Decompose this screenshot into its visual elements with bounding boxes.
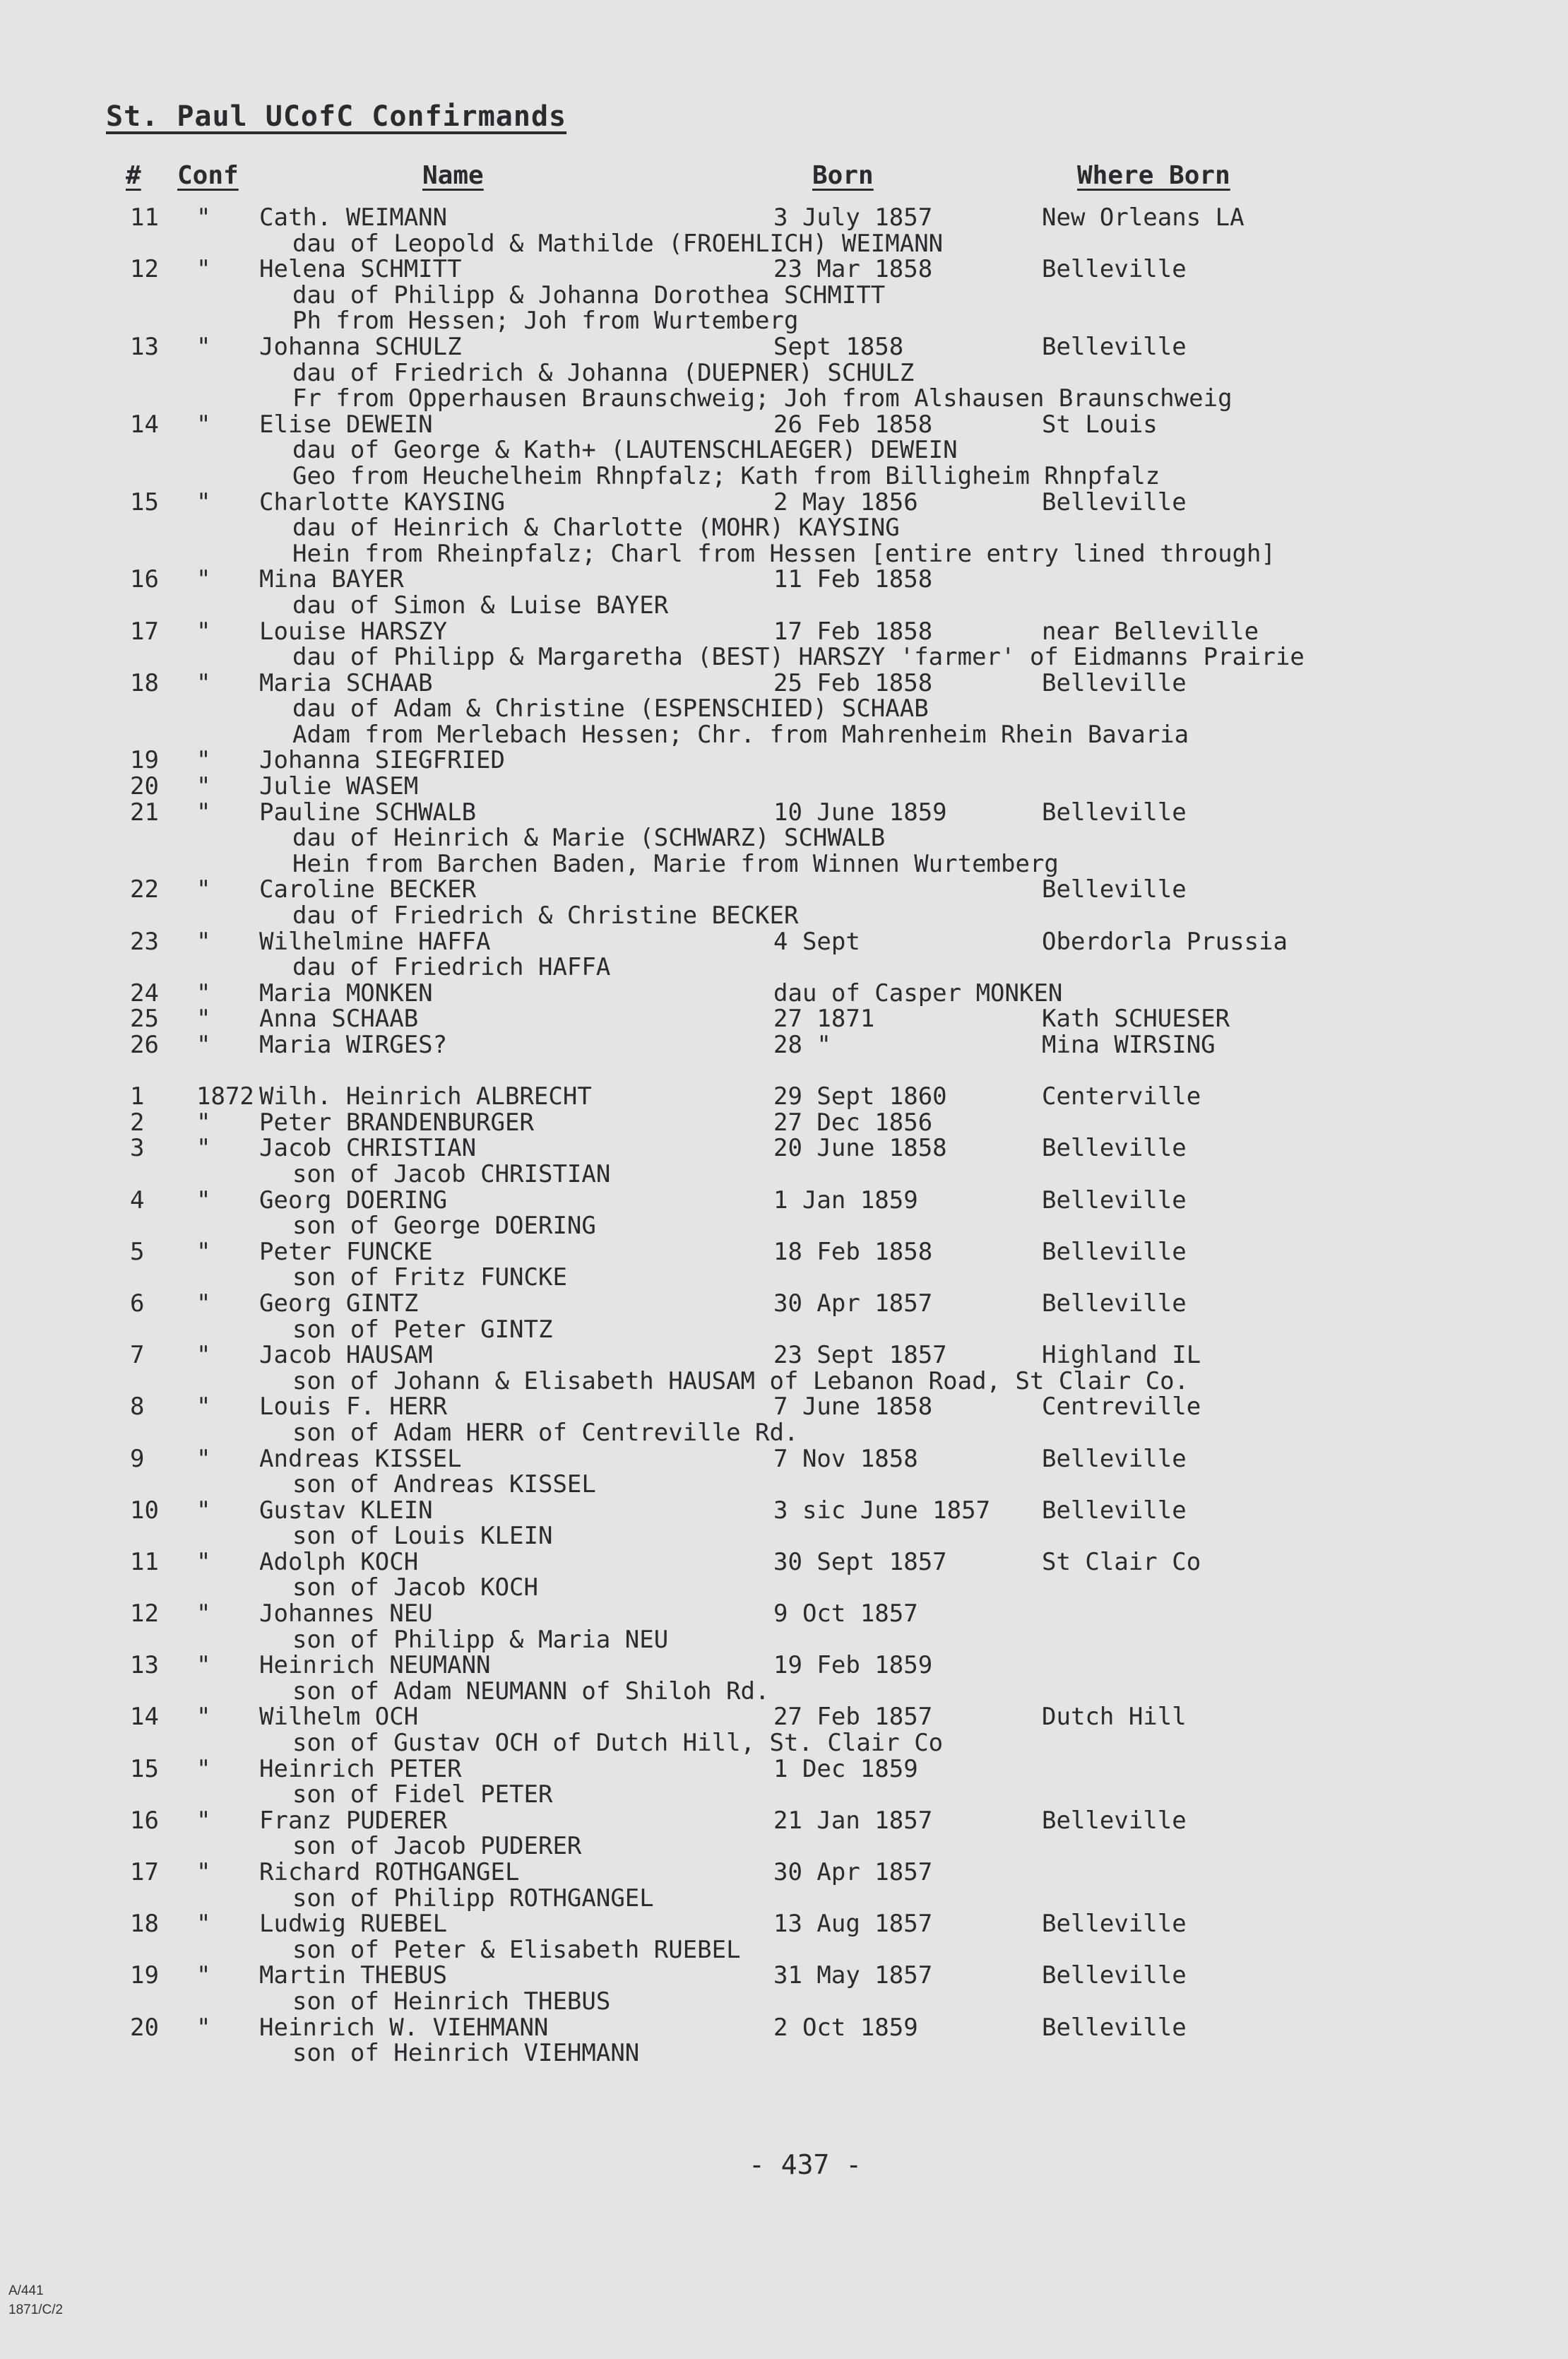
entry-note-line (0, 308, 1568, 334)
entry-note: Adam from Merlebach Hessen; Chr. from Mahrenheim Rhein Bavaria (292, 720, 1189, 749)
entry-name: Peter FUNCKE (259, 1237, 433, 1266)
entry-where-born: New Orleans LA (1042, 203, 1245, 232)
entry-note: dau of Heinrich & Charlotte (MOHR) KAYSING (292, 514, 900, 543)
entry-note: son of Heinrich THEBUS (292, 1987, 611, 2016)
entry-where-born: Belleville (1042, 332, 1187, 361)
entry-note: dau of George & Kath+ (LAUTENSCHLAEGER) DEWEIN (292, 436, 958, 465)
entry-note: son of Jacob PUDERER (292, 1832, 582, 1861)
entry-born: 2 May 1856 (773, 487, 918, 516)
entry-row (0, 205, 1568, 231)
entry-note: son of Jacob CHRISTIAN (292, 1159, 611, 1188)
entry-row (0, 1006, 1568, 1032)
entry-name: Johanna SIEGFRIED (259, 746, 505, 775)
entry-conf: " (196, 1651, 211, 1680)
entry-note-line (0, 1937, 1568, 1963)
entry-number: 24 (130, 979, 159, 1007)
entry-note-line (0, 903, 1568, 929)
section-gap (0, 1058, 1568, 1084)
entry-row (0, 1110, 1568, 1136)
entry-where-born: Belleville (1042, 668, 1187, 697)
entry-conf: " (196, 1393, 211, 1421)
header-conf: Conf (177, 161, 239, 190)
entry-born: 13 Aug 1857 (773, 1910, 933, 1939)
entry-name: Heinrich NEUMANN (259, 1651, 491, 1680)
entry-number: 8 (130, 1393, 145, 1421)
entry-number: 4 (130, 1186, 145, 1214)
entry-note-line (0, 463, 1568, 490)
entry-conf: " (196, 772, 211, 801)
entry-conf: " (196, 255, 211, 284)
entry-born: 7 June 1858 (773, 1393, 933, 1421)
header-number: # (126, 161, 141, 190)
entry-note-line (0, 360, 1568, 386)
entry-note-line (0, 954, 1568, 981)
entry-where-born: Belleville (1042, 1496, 1187, 1525)
entry-number: 18 (130, 668, 159, 697)
entry-row (0, 1342, 1568, 1368)
entry-number: 18 (130, 1910, 159, 1939)
entry-conf: " (196, 1031, 211, 1059)
entry-born: 23 Mar 1858 (773, 255, 933, 284)
entry-row (0, 1963, 1568, 1989)
entry-born: 30 Apr 1857 (773, 1858, 933, 1886)
entry-number: 17 (130, 1858, 159, 1886)
entry-note: Fr from Opperhausen Braunschweig; Joh from Alshausen Braunschweig (292, 384, 1233, 413)
entry-number: 17 (130, 617, 159, 646)
entry-note: dau of Adam & Christine (ESPENSCHIED) SCHAAB (292, 694, 929, 723)
entry-name: Ludwig RUEBEL (259, 1910, 448, 1939)
entry-conf: " (196, 1961, 211, 1990)
entry-number: 15 (130, 487, 159, 516)
entry-note: son of Johann & Elisabeth HAUSAM of Lebanon Road, St Clair Co. (292, 1366, 1189, 1395)
entry-note-line (0, 1575, 1568, 1601)
entry-note: son of Jacob KOCH (292, 1573, 538, 1602)
entry-conf: " (196, 1600, 211, 1628)
entry-number: 16 (130, 1806, 159, 1835)
entry-name: Heinrich PETER (259, 1754, 462, 1783)
entry-row (0, 1291, 1568, 1317)
entry-conf: " (196, 203, 211, 232)
entry-born: 20 June 1858 (773, 1134, 947, 1163)
entry-name: Julie WASEM (259, 772, 419, 801)
entry-note: son of Philipp & Maria NEU (292, 1625, 669, 1654)
entry-row (0, 567, 1568, 593)
entry-where-born: Centreville (1042, 1393, 1201, 1421)
entry-note-line (0, 593, 1568, 619)
entry-row (0, 1032, 1568, 1058)
entry-name: Andreas KISSEL (259, 1444, 462, 1473)
entry-note: Hein from Barchen Baden, Marie from Winnen Wurtemberg (292, 849, 1059, 878)
entry-name: Richard ROTHGANGEL (259, 1858, 520, 1886)
entry-note-line (0, 1317, 1568, 1343)
entry-where-born: Dutch Hill (1042, 1703, 1187, 1732)
entry-note-line (0, 1679, 1568, 1705)
entry-note-line (0, 386, 1568, 412)
entry-conf: " (196, 798, 211, 827)
header-where-born: Where Born (1077, 161, 1230, 190)
entry-row (0, 487, 1568, 516)
entry-number: 23 (130, 927, 159, 956)
entry-number: 16 (130, 565, 159, 594)
header-name: Name (422, 161, 484, 190)
entry-born: 9 Oct 1857 (773, 1600, 918, 1628)
entry-born: 18 Feb 1858 (773, 1237, 933, 1266)
entry-number: 13 (130, 1651, 159, 1680)
entry-row (0, 1239, 1568, 1265)
entry-note-line (0, 541, 1568, 567)
entry-where-born: Kath SCHUESER (1042, 1005, 1230, 1034)
entry-name: Heinrich W. VIEHMANN (259, 2013, 549, 2042)
entry-born: 26 Feb 1858 (773, 410, 933, 439)
entry-note-line (0, 1627, 1568, 1653)
entry-row (0, 1498, 1568, 1524)
entry-name: Mina BAYER (259, 565, 404, 594)
entry-name: Martin THEBUS (259, 1961, 448, 1990)
entry-note: son of Adam HERR of Centreville Rd. (292, 1418, 799, 1447)
entry-row (0, 1394, 1568, 1420)
entry-name: Adolph KOCH (259, 1547, 419, 1576)
entry-name: Caroline BECKER (259, 875, 477, 904)
entry-note-line (0, 437, 1568, 463)
entry-note-line (0, 1420, 1568, 1446)
entry-number: 11 (130, 203, 159, 232)
entry-number: 26 (130, 1031, 159, 1059)
entry-note-line (0, 825, 1568, 851)
entry-conf: " (196, 487, 211, 516)
entry-name: Georg GINTZ (259, 1289, 419, 1318)
entry-born: 27 1871 (773, 1005, 875, 1034)
entry-where-born: Belleville (1042, 487, 1187, 516)
entry-name: Johanna SCHULZ (259, 332, 462, 361)
entry-note: dau of Leopold & Mathilde (FROEHLICH) WEIMANN (292, 229, 944, 258)
entry-conf: " (196, 1134, 211, 1163)
entry-number: 25 (130, 1005, 159, 1034)
entry-where-born: St Louis (1042, 410, 1158, 439)
entry-row (0, 412, 1568, 438)
entry-note-line (0, 1989, 1568, 2015)
entry-row (0, 1549, 1568, 1575)
entry-where-born: Belleville (1042, 1289, 1187, 1318)
entry-conf: " (196, 1289, 211, 1318)
entry-number: 3 (130, 1134, 145, 1163)
entry-row (0, 619, 1568, 645)
entry-number: 20 (130, 2013, 159, 2042)
entry-row (0, 2015, 1568, 2041)
entry-where-born: Belleville (1042, 875, 1187, 904)
entry-note: dau of Friedrich & Johanna (DUEPNER) SCHULZ (292, 358, 915, 387)
entry-conf: " (196, 565, 211, 594)
entry-name: Pauline SCHWALB (259, 798, 477, 827)
entry-row (0, 929, 1568, 955)
entry-born: 29 Sept 1860 (773, 1082, 947, 1111)
entry-where-born: Belleville (1042, 1237, 1187, 1266)
entry-born: 28 " (773, 1031, 831, 1059)
entry-number: 10 (130, 1496, 159, 1525)
entry-name: Wilhelmine HAFFA (259, 927, 491, 956)
entry-where-born: Belleville (1042, 2013, 1187, 2042)
entry-note-line (0, 1730, 1568, 1756)
entry-note: Ph from Hessen; Joh from Wurtemberg (292, 307, 799, 336)
entry-where-born: Belleville (1042, 1444, 1187, 1473)
entry-born: 21 Jan 1857 (773, 1806, 933, 1835)
entry-note-line (0, 1523, 1568, 1549)
entry-number: 7 (130, 1341, 145, 1370)
entry-note-line (0, 1833, 1568, 1860)
entry-number: 22 (130, 875, 159, 904)
entry-where-born: Belleville (1042, 255, 1187, 284)
entry-born: 27 Dec 1856 (773, 1108, 933, 1137)
entry-row (0, 800, 1568, 826)
entry-row (0, 1808, 1568, 1834)
entry-note-line (0, 1161, 1568, 1188)
entry-note: son of Fidel PETER (292, 1780, 553, 1809)
entry-born: 23 Sept 1857 (773, 1341, 947, 1370)
entry-name: Jacob CHRISTIAN (259, 1134, 477, 1163)
entry-name: Georg DOERING (259, 1186, 448, 1214)
entry-where-born: Centerville (1042, 1082, 1201, 1111)
entry-row (0, 334, 1568, 360)
entry-name: Gustav KLEIN (259, 1496, 433, 1525)
page-title: St. Paul UCofC Confirmands (106, 100, 567, 133)
entry-number: 12 (130, 1600, 159, 1628)
entry-number: 19 (130, 746, 159, 775)
entry-conf: " (196, 1703, 211, 1732)
entry-where-born: Oberdorla Prussia (1042, 927, 1288, 956)
entry-number: 20 (130, 772, 159, 801)
entry-note: son of Louis KLEIN (292, 1522, 553, 1551)
entry-where-born: Belleville (1042, 1186, 1187, 1214)
entry-conf: " (196, 1910, 211, 1939)
entry-note: Geo from Heuchelheim Rhnpfalz; Kath from Billigheim Rhnpfalz (292, 461, 1160, 490)
entry-number: 21 (130, 798, 159, 827)
entry-conf: " (196, 875, 211, 904)
entry-name: Elise DEWEIN (259, 410, 433, 439)
entry-where-born: Belleville (1042, 1806, 1187, 1835)
entry-name: Franz PUDERER (259, 1806, 448, 1835)
entry-conf: " (196, 927, 211, 956)
entry-conf: " (196, 1108, 211, 1137)
entry-born: 25 Feb 1858 (773, 668, 933, 697)
entry-note: dau of Simon & Luise BAYER (292, 591, 669, 620)
entry-number: 15 (130, 1754, 159, 1783)
entry-note-line (0, 2040, 1568, 2067)
entry-row (0, 1446, 1568, 1472)
entry-note-line (0, 1368, 1568, 1395)
entry-row (0, 1704, 1568, 1730)
entry-conf: " (196, 332, 211, 361)
entry-born: 7 Nov 1858 (773, 1444, 918, 1473)
entry-where-born: Highland IL (1042, 1341, 1201, 1370)
entry-conf: " (196, 617, 211, 646)
entry-conf: " (196, 1754, 211, 1783)
entry-note-line (0, 722, 1568, 748)
entry-born: 2 Oct 1859 (773, 2013, 918, 2042)
entry-born: 4 Sept (773, 927, 860, 956)
entry-note: son of Gustav OCH of Dutch Hill, St. Clair Co (292, 1729, 944, 1758)
entry-row (0, 1601, 1568, 1627)
entry-row (0, 1860, 1568, 1886)
entry-note: Hein from Rheinpfalz; Charl from Hessen [entire entry lined through] (292, 539, 1276, 568)
entry-note-line (0, 644, 1568, 670)
entry-conf: " (196, 668, 211, 697)
entry-where-born: near Belleville (1042, 617, 1259, 646)
entry-number: 14 (130, 410, 159, 439)
entry-note: son of Heinrich VIEHMANN (292, 2039, 640, 2068)
entry-conf: " (196, 1444, 211, 1473)
entry-number: 1 (130, 1082, 145, 1111)
entry-row (0, 1135, 1568, 1161)
entry-born: 17 Feb 1858 (773, 617, 933, 646)
entry-name: Wilhelm OCH (259, 1703, 419, 1732)
entry-born: 1 Jan 1859 (773, 1186, 918, 1214)
entry-row (0, 1653, 1568, 1679)
entry-row (0, 1084, 1568, 1110)
entry-note-line (0, 231, 1568, 257)
entry-where-born: Belleville (1042, 1910, 1187, 1939)
entry-name: Helena SCHMITT (259, 255, 462, 284)
entry-where-born: Belleville (1042, 1961, 1187, 1990)
entry-born: Sept 1858 (773, 332, 904, 361)
entry-conf: " (196, 2013, 211, 2042)
entry-note: son of Philipp ROTHGANGEL (292, 1884, 654, 1912)
entry-note-line (0, 696, 1568, 722)
entry-where-born: Mina WIRSING (1042, 1031, 1216, 1059)
entry-conf: " (196, 1806, 211, 1835)
entry-note: son of Peter & Elisabeth RUEBEL (292, 1935, 741, 1964)
entry-born: 27 Feb 1857 (773, 1703, 933, 1732)
entry-note: son of Peter GINTZ (292, 1315, 553, 1344)
entry-where-born: Belleville (1042, 1134, 1187, 1163)
entry-number: 2 (130, 1108, 145, 1137)
entry-born: 30 Sept 1857 (773, 1547, 947, 1576)
entry-name: Cath. WEIMANN (259, 203, 448, 232)
entry-row (0, 1188, 1568, 1214)
entry-where-born: Belleville (1042, 798, 1187, 827)
entry-name: Anna SCHAAB (259, 1005, 419, 1034)
entry-conf: " (196, 1858, 211, 1886)
entry-conf: " (196, 979, 211, 1007)
entry-note-line (0, 1213, 1568, 1239)
entry-born: 3 sic June 1857 (773, 1496, 991, 1525)
entry-conf: " (196, 746, 211, 775)
entry-conf: " (196, 1496, 211, 1525)
entry-number: 13 (130, 332, 159, 361)
entry-name: Maria SCHAAB (259, 668, 433, 697)
entry-row (0, 1911, 1568, 1937)
confirmand-list (0, 205, 1568, 2067)
entry-born: 30 Apr 1857 (773, 1289, 933, 1318)
entry-number: 19 (130, 1961, 159, 1990)
entry-name: Maria MONKEN (259, 979, 433, 1007)
entry-number: 14 (130, 1703, 159, 1732)
entry-conf: " (196, 1341, 211, 1370)
entry-conf: 1872 (196, 1082, 254, 1111)
entry-note: dau of Heinrich & Marie (SCHWARZ) SCHWALB (292, 824, 886, 853)
entry-note: son of Adam NEUMANN of Shiloh Rd. (292, 1677, 770, 1705)
entry-name: Louise HARSZY (259, 617, 448, 646)
entry-born: 1 Dec 1859 (773, 1754, 918, 1783)
entry-number: 12 (130, 255, 159, 284)
entry-conf: " (196, 1237, 211, 1266)
entry-name: Maria WIRGES? (259, 1031, 448, 1059)
entry-note-line (0, 1886, 1568, 1912)
entry-where-born: St Clair Co (1042, 1547, 1201, 1576)
entry-born: 10 June 1859 (773, 798, 947, 827)
header-born: Born (812, 161, 874, 190)
entry-row (0, 981, 1568, 1007)
entry-conf: " (196, 1186, 211, 1214)
entry-row (0, 774, 1568, 800)
entry-number: 5 (130, 1237, 145, 1266)
entry-note: son of George DOERING (292, 1212, 596, 1241)
entry-note: dau of Philipp & Johanna Dorothea SCHMITT (292, 280, 886, 309)
entry-born: dau of Casper MONKEN (773, 979, 1063, 1007)
page-number: - 437 - (749, 2149, 862, 2180)
entry-name: Johannes NEU (259, 1600, 433, 1628)
entry-note-line (0, 1782, 1568, 1808)
entry-row (0, 1756, 1568, 1782)
entry-conf: " (196, 1547, 211, 1576)
entry-note: son of Andreas KISSEL (292, 1470, 596, 1499)
entry-born: 19 Feb 1859 (773, 1651, 933, 1680)
entry-row (0, 256, 1568, 283)
entry-name: Wilh. Heinrich ALBRECHT (259, 1082, 592, 1111)
entry-note-line (0, 280, 1568, 309)
entry-number: 9 (130, 1444, 145, 1473)
entry-name: Louis F. HERR (259, 1393, 448, 1421)
entry-born: 3 July 1857 (773, 203, 933, 232)
entry-born: 11 Feb 1858 (773, 565, 933, 594)
entry-born: 31 May 1857 (773, 1961, 933, 1990)
entry-number: 6 (130, 1289, 145, 1318)
entry-number: 11 (130, 1547, 159, 1576)
entry-name: Peter BRANDENBURGER (259, 1108, 534, 1137)
archive-reference-line-2: 1871/C/2 (8, 2302, 64, 2317)
entry-row (0, 877, 1568, 903)
entry-name: Jacob HAUSAM (259, 1341, 433, 1370)
entry-note: dau of Philipp & Margaretha (BEST) HARSZY 'farmer' of Eidmanns Prairie (292, 643, 1305, 672)
entry-note: son of Fritz FUNCKE (292, 1263, 567, 1292)
entry-row (0, 670, 1568, 697)
entry-note-line (0, 1472, 1568, 1498)
entry-conf: " (196, 1005, 211, 1034)
entry-row (0, 747, 1568, 774)
entry-name: Charlotte KAYSING (259, 487, 505, 516)
entry-note: dau of Friedrich HAFFA (292, 953, 611, 982)
entry-note-line (0, 1265, 1568, 1291)
entry-conf: " (196, 410, 211, 439)
entry-note-line (0, 515, 1568, 541)
entry-note: dau of Friedrich & Christine BECKER (292, 901, 799, 930)
archive-reference-line-1: A/441 (8, 2283, 44, 2298)
entry-note-line (0, 851, 1568, 877)
